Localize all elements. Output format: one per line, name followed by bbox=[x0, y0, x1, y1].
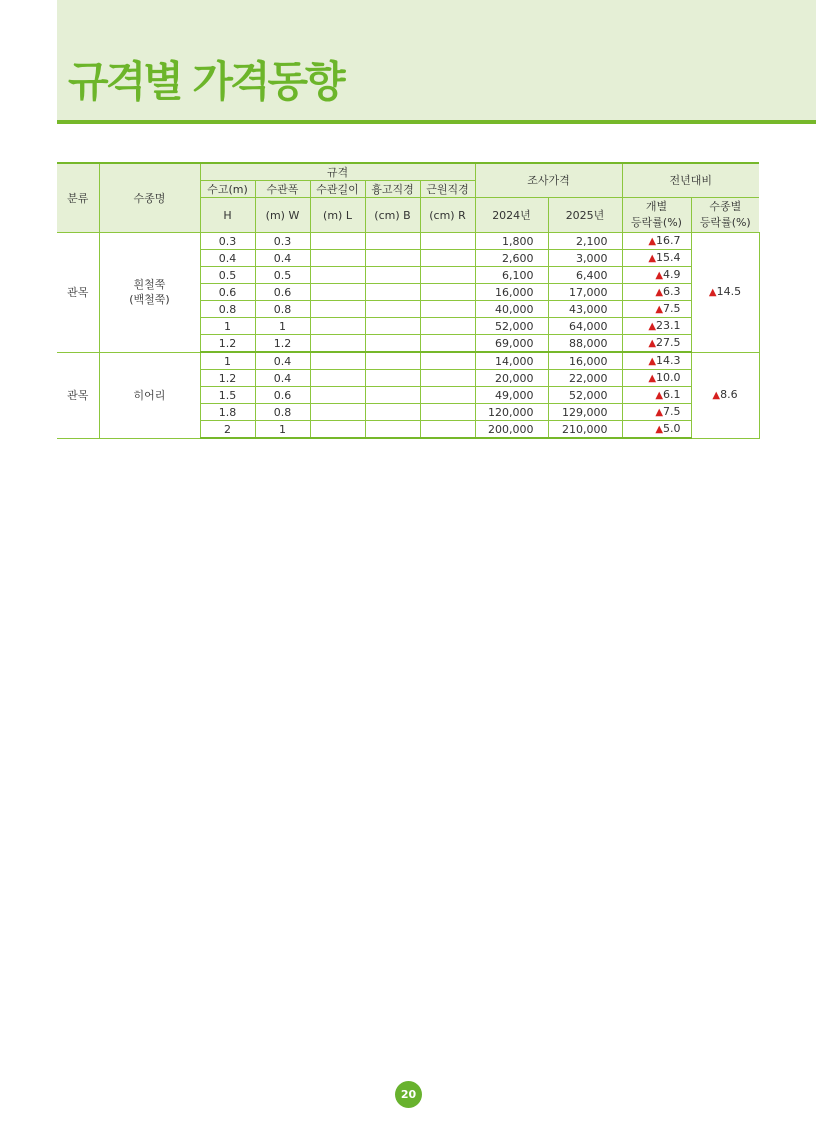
spec-root-diameter-cell bbox=[420, 301, 475, 318]
spec-length-cell bbox=[310, 404, 365, 421]
species-rate-value: 14.5 bbox=[716, 285, 742, 299]
increase-triangle-icon: ▲ bbox=[655, 424, 664, 435]
individual-rate-value: 14.3 bbox=[656, 354, 681, 367]
increase-triangle-icon: ▲ bbox=[655, 390, 664, 401]
price-2025-cell: 16,000 bbox=[548, 352, 622, 370]
individual-rate-value: 23.1 bbox=[656, 319, 681, 332]
individual-rate-value: 4.9 bbox=[663, 268, 681, 281]
price-2024-cell: 16,000 bbox=[475, 284, 548, 301]
spec-width-cell: 0.8 bbox=[255, 404, 310, 421]
individual-rate-value: 5.0 bbox=[663, 422, 681, 435]
spec-height-cell: 1 bbox=[200, 318, 255, 335]
spec-height-cell: 0.3 bbox=[200, 233, 255, 250]
spec-width-cell: 0.6 bbox=[255, 387, 310, 404]
spec-root-diameter-cell bbox=[420, 404, 475, 421]
increase-triangle-icon: ▲ bbox=[655, 304, 664, 315]
individual-rate-cell bbox=[622, 318, 691, 335]
spec-root-diameter-cell bbox=[420, 250, 475, 267]
price-2024-cell: 20,000 bbox=[475, 370, 548, 387]
individual-rate-value: 7.5 bbox=[663, 405, 681, 418]
spec-breast-diameter-cell bbox=[365, 387, 420, 404]
spec-root-diameter-cell bbox=[420, 318, 475, 335]
increase-triangle-icon: ▲ bbox=[712, 390, 721, 401]
table-body bbox=[57, 233, 759, 439]
spec-length-cell bbox=[310, 250, 365, 267]
spec-height-cell: 1.2 bbox=[200, 370, 255, 387]
price-2025-cell: 2,100 bbox=[548, 233, 622, 250]
price-trend-table bbox=[57, 162, 760, 439]
increase-triangle-icon: ▲ bbox=[708, 287, 717, 299]
individual-rate-value: 6.3 bbox=[663, 285, 681, 298]
price-2025-cell: 43,000 bbox=[548, 301, 622, 318]
species-name-line: (백철쭉) bbox=[129, 293, 170, 307]
header-divider bbox=[57, 120, 816, 124]
header-species: 수종명 bbox=[99, 163, 200, 233]
species-rate-cell bbox=[691, 233, 759, 353]
increase-triangle-icon: ▲ bbox=[655, 270, 664, 281]
species-name-line: 히어리 bbox=[133, 388, 166, 402]
individual-rate-cell bbox=[622, 233, 691, 250]
individual-rate-value: 15.4 bbox=[656, 251, 681, 264]
individual-rate-value: 6.1 bbox=[663, 388, 681, 401]
spec-height-cell: 1.5 bbox=[200, 387, 255, 404]
individual-rate-cell bbox=[622, 284, 691, 301]
increase-triangle-icon: ▲ bbox=[648, 321, 657, 332]
individual-rate-cell bbox=[622, 267, 691, 284]
spec-root-diameter-cell bbox=[420, 284, 475, 301]
price-2025-cell: 129,000 bbox=[548, 404, 622, 421]
header-year-2025: 2025년 bbox=[548, 198, 622, 233]
spec-height-cell: 0.8 bbox=[200, 301, 255, 318]
header-spec-r: 근원직경 bbox=[420, 181, 475, 198]
spec-breast-diameter-cell bbox=[365, 421, 420, 439]
spec-height-cell: 0.4 bbox=[200, 250, 255, 267]
spec-length-cell bbox=[310, 284, 365, 301]
individual-rate-value: 27.5 bbox=[656, 336, 681, 349]
header-spec-h: 수고(m) bbox=[200, 181, 255, 198]
spec-length-cell bbox=[310, 335, 365, 353]
spec-breast-diameter-cell bbox=[365, 404, 420, 421]
individual-rate-value: 7.5 bbox=[663, 302, 681, 315]
spec-height-cell: 0.5 bbox=[200, 267, 255, 284]
spec-length-cell bbox=[310, 301, 365, 318]
header-species-rate-line2: 등락률(%) bbox=[699, 216, 751, 229]
spec-height-cell: 1.2 bbox=[200, 335, 255, 353]
price-2024-cell: 200,000 bbox=[475, 421, 548, 439]
spec-breast-diameter-cell bbox=[365, 284, 420, 301]
header-year-2024: 2024년 bbox=[475, 198, 548, 233]
spec-height-cell: 2 bbox=[200, 421, 255, 439]
spec-breast-diameter-cell bbox=[365, 370, 420, 387]
header-individual-rate bbox=[622, 198, 691, 233]
spec-breast-diameter-cell bbox=[365, 267, 420, 284]
spec-width-cell: 0.3 bbox=[255, 233, 310, 250]
spec-breast-diameter-cell bbox=[365, 335, 420, 353]
header-individual-rate-line1: 개별 bbox=[645, 200, 668, 213]
species-rate-value: 8.6 bbox=[720, 388, 738, 401]
header-spec-w-unit: (m) W bbox=[255, 198, 310, 233]
species-rate-cell bbox=[691, 352, 759, 438]
individual-rate-cell bbox=[622, 301, 691, 318]
spec-breast-diameter-cell bbox=[365, 352, 420, 370]
spec-width-cell: 0.8 bbox=[255, 301, 310, 318]
header-spec-b: 흉고직경 bbox=[365, 181, 420, 198]
price-2024-cell: 69,000 bbox=[475, 335, 548, 353]
price-2025-cell: 52,000 bbox=[548, 387, 622, 404]
spec-width-cell: 1 bbox=[255, 421, 310, 439]
header-category: 분류 bbox=[57, 163, 99, 233]
header-spec-b-unit: (cm) B bbox=[365, 198, 420, 233]
increase-triangle-icon: ▲ bbox=[648, 373, 657, 384]
header-spec-h-unit: H bbox=[200, 198, 255, 233]
spec-height-cell: 0.6 bbox=[200, 284, 255, 301]
price-2025-cell: 88,000 bbox=[548, 335, 622, 353]
increase-triangle-icon: ▲ bbox=[648, 338, 657, 349]
spec-breast-diameter-cell bbox=[365, 318, 420, 335]
individual-rate-cell bbox=[622, 352, 691, 370]
page-title: 규격별 가격동향 bbox=[68, 57, 343, 106]
spec-breast-diameter-cell bbox=[365, 250, 420, 267]
price-2024-cell: 14,000 bbox=[475, 352, 548, 370]
spec-root-diameter-cell bbox=[420, 267, 475, 284]
header-yoy: 전년대비 bbox=[622, 163, 759, 198]
header-spec-l: 수관길이 bbox=[310, 181, 365, 198]
header-species-rate-line1: 수종별 bbox=[709, 200, 742, 213]
species-cell bbox=[99, 233, 200, 353]
spec-width-cell: 0.5 bbox=[255, 267, 310, 284]
spec-length-cell bbox=[310, 421, 365, 439]
category-cell: 관목 bbox=[57, 233, 99, 353]
individual-rate-value: 10.0 bbox=[656, 371, 681, 384]
header-spec-l-unit: (m) L bbox=[310, 198, 365, 233]
spec-root-diameter-cell bbox=[420, 421, 475, 439]
table-row bbox=[57, 352, 759, 370]
spec-width-cell: 0.4 bbox=[255, 370, 310, 387]
header-species-rate bbox=[691, 198, 759, 233]
individual-rate-value: 16.7 bbox=[656, 234, 681, 247]
increase-triangle-icon: ▲ bbox=[655, 287, 664, 298]
spec-height-cell: 1 bbox=[200, 352, 255, 370]
spec-length-cell bbox=[310, 233, 365, 250]
individual-rate-cell bbox=[622, 335, 691, 353]
spec-width-cell: 1.2 bbox=[255, 335, 310, 353]
header-spec: 규격 bbox=[200, 163, 475, 181]
price-2024-cell: 120,000 bbox=[475, 404, 548, 421]
spec-width-cell: 0.6 bbox=[255, 284, 310, 301]
species-name-line: 흰철쭉 bbox=[133, 278, 166, 292]
price-2025-cell: 3,000 bbox=[548, 250, 622, 267]
table-header bbox=[57, 163, 759, 233]
spec-width-cell: 1 bbox=[255, 318, 310, 335]
increase-triangle-icon: ▲ bbox=[655, 407, 664, 418]
price-2025-cell: 210,000 bbox=[548, 421, 622, 439]
increase-triangle-icon: ▲ bbox=[648, 356, 657, 367]
spec-root-diameter-cell bbox=[420, 387, 475, 404]
price-2024-cell: 52,000 bbox=[475, 318, 548, 335]
spec-width-cell: 0.4 bbox=[255, 250, 310, 267]
spec-length-cell bbox=[310, 352, 365, 370]
price-2024-cell: 49,000 bbox=[475, 387, 548, 404]
price-2025-cell: 6,400 bbox=[548, 267, 622, 284]
price-2025-cell: 22,000 bbox=[548, 370, 622, 387]
spec-length-cell bbox=[310, 318, 365, 335]
individual-rate-cell bbox=[622, 250, 691, 267]
species-cell bbox=[99, 352, 200, 438]
spec-length-cell bbox=[310, 387, 365, 404]
header-survey-price: 조사가격 bbox=[475, 163, 622, 198]
spec-height-cell: 1.8 bbox=[200, 404, 255, 421]
price-2025-cell: 17,000 bbox=[548, 284, 622, 301]
spec-root-diameter-cell bbox=[420, 352, 475, 370]
price-2024-cell: 40,000 bbox=[475, 301, 548, 318]
individual-rate-cell bbox=[622, 404, 691, 421]
page-number-badge: 20 bbox=[395, 1081, 422, 1108]
header-individual-rate-line2: 등락률(%) bbox=[631, 216, 682, 229]
header-spec-r-unit: (cm) R bbox=[420, 198, 475, 233]
category-cell: 관목 bbox=[57, 352, 99, 438]
price-2024-cell: 1,800 bbox=[475, 233, 548, 250]
individual-rate-cell bbox=[622, 387, 691, 404]
increase-triangle-icon: ▲ bbox=[648, 253, 657, 264]
spec-root-diameter-cell bbox=[420, 335, 475, 353]
price-2024-cell: 2,600 bbox=[475, 250, 548, 267]
header-spec-w: 수관폭 bbox=[255, 181, 310, 198]
price-2024-cell: 6,100 bbox=[475, 267, 548, 284]
individual-rate-cell bbox=[622, 421, 691, 439]
spec-root-diameter-cell bbox=[420, 370, 475, 387]
spec-width-cell: 0.4 bbox=[255, 352, 310, 370]
individual-rate-cell bbox=[622, 370, 691, 387]
spec-breast-diameter-cell bbox=[365, 301, 420, 318]
spec-breast-diameter-cell bbox=[365, 233, 420, 250]
price-2025-cell: 64,000 bbox=[548, 318, 622, 335]
table-row bbox=[57, 233, 759, 250]
spec-root-diameter-cell bbox=[420, 233, 475, 250]
spec-length-cell bbox=[310, 370, 365, 387]
increase-triangle-icon: ▲ bbox=[648, 236, 657, 247]
spec-length-cell bbox=[310, 267, 365, 284]
